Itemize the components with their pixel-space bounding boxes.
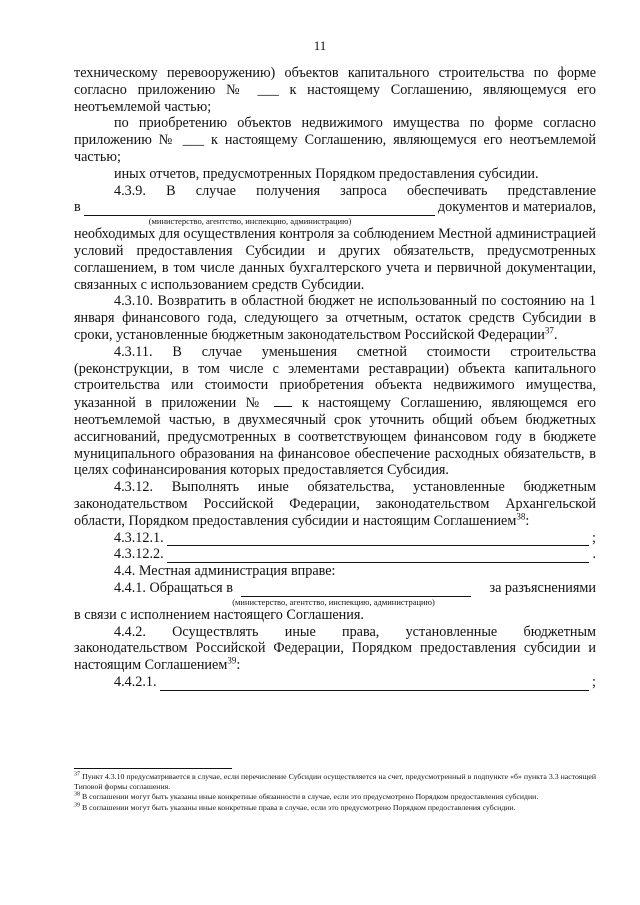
clause-4-3-11-text-b: к настоящему Соглашению, являющемся его неотъемлемой частью, в двухмесячный срок уточнить общий объем бюджетных ассигнований, предусмотренных в соответствующем финансовом году в бюджете муниципального образования на финансовое обеспечение расходных обязательств, в целях софинансирования которых предоставляется Субсидия.	[74, 395, 596, 479]
clause-4-3-9-in: в	[74, 199, 81, 216]
clause-4-3-11-text-a: 4.3.11. В случае уменьшения сметной стоимости строительства (реконструкции, в том числе с элементами реставрации) объекта капитального строительства или стоимости приобретения объекта недвижимого имущества, указанной в приложении №	[74, 343, 596, 412]
clause-4-4: 4.4. Местная администрация вправе:	[114, 563, 336, 580]
authority-hint-caption: (министерство, агентство, инспекцию, администрацию)	[232, 596, 435, 607]
footnote-ref-37: 37	[544, 325, 554, 336]
item-4-3-12-1	[74, 530, 596, 547]
footnote-37	[74, 772, 596, 791]
document-body	[74, 65, 596, 691]
footnote-ref-39: 39	[227, 655, 237, 666]
footnote-number: 37	[74, 771, 80, 778]
item-end: .	[592, 546, 596, 563]
item-4-3-12-2	[74, 546, 596, 563]
clause-4-3-9-line	[74, 199, 596, 216]
paragraph-other-reports: иных отчетов, предусмотренных Порядком предоставления субсидии.	[114, 165, 539, 182]
clause-4-4-1-lead: 4.4.1. Обращаться в	[114, 579, 233, 596]
clause-4-4-1-tail: за разъяснениями	[489, 579, 596, 596]
clause-4-3-10-text: 4.3.10. Возвратить в областной бюджет не использованный по состоянию на 1 января финансового года, следующего за отчетным, остаток средств Субсидии в сроки, установленные бюджетным законодательством Российской Федерации	[74, 293, 596, 343]
item-blank-field	[167, 549, 590, 563]
item-4-4-2-1	[74, 674, 596, 691]
footnote-text: В соглашении могут быть указаны иные конкретные права в случае, если это предусмотрено Порядком предоставления субсидии.	[81, 802, 516, 812]
clause-4-3-12	[74, 479, 596, 529]
item-label: 4.4.2.1.	[114, 673, 157, 690]
paragraph-continuation: техническому перевооружению) объектов капитального строительства по форме согласно приложению № ___ к настоящему Соглашению, являющемуся его неотъемлемой частью;	[74, 65, 596, 115]
item-end: ;	[592, 529, 596, 546]
item-blank-field	[160, 677, 589, 691]
footnote-38	[74, 792, 596, 802]
footnote-number: 38	[74, 791, 80, 798]
item-label: 4.3.12.1.	[114, 529, 164, 546]
clause-4-3-12-text: 4.3.12. Выполнять иные обязательства, установленные бюджетным законодательством Российской Федерации, законодательством Архангельской области, Порядком предоставления субсидии и настоящим Соглашением	[74, 479, 596, 529]
footnote-39	[74, 803, 596, 813]
authority-blank-field	[241, 583, 471, 597]
item-end: ;	[592, 673, 596, 690]
page-number: 11	[313, 38, 327, 53]
footnote-text: Пункт 4.3.10 предусматривается в случае, если перечисление Субсидии осуществляется на счет, предусмотренный в подпункте «б» пункта 3.3 настоящей Типовой формы соглашения.	[74, 772, 597, 791]
authority-hint-caption: (министерство, агентство, инспекцию, администрацию)	[148, 216, 352, 227]
clause-4-4-1-rest: в связи с исполнением настоящего Соглашения.	[74, 606, 364, 623]
clause-4-4-2-colon: :	[236, 657, 241, 674]
footnote-ref-38: 38	[516, 510, 526, 521]
clause-4-3-9-lead: 4.3.9. В случае получения запроса обеспечивать представление	[114, 182, 596, 199]
footnote-separator	[74, 768, 232, 769]
clause-4-3-9-tail: документов и материалов,	[437, 199, 596, 216]
clause-4-4-2-text: 4.4.2. Осуществлять иные права, установленные бюджетным законодательством Российской Федерации, Порядком предоставления субсидии и настоящим Соглашением	[74, 623, 596, 674]
paragraph-real-estate-report: по приобретению объектов недвижимого имущества по форме согласно приложению № ___ к настоящему Соглашению, являющемуся его неотъемлемой частью;	[74, 115, 596, 165]
footnote-number: 39	[74, 802, 80, 809]
clause-4-3-10: 4.3.10. Возвратить в областной бюджет не использованный по состоянию на 1 января финансового года, следующего за отчетным, остаток средств Субсидии в сроки, установленные бюджетным законодательством Российской Федерации$^{37}$.	[74, 293, 596, 343]
clause-4-4-1-line	[74, 580, 596, 597]
footnotes	[74, 772, 596, 813]
clause-4-4-2	[74, 624, 596, 674]
appendix-number-blank	[274, 394, 292, 407]
clause-4-3-9-rest: необходимых для осуществления контроля за соблюдением Местной администрацией условий предоставления Субсидии и других обязательств, предусмотренных соглашением, в том числе данных бухгалтерского учета и первичной документации, связанных с использованием средств Субсидии.	[74, 226, 596, 293]
clause-4-3-12-colon: :	[525, 512, 530, 529]
footnote-text: В соглашении могут быть указаны иные конкретные обязанности в случае, если это предусмотрено Порядком предоставления субсидии.	[81, 792, 539, 802]
item-label: 4.3.12.2.	[114, 546, 164, 563]
clause-4-3-11	[74, 344, 596, 479]
authority-blank-field	[84, 202, 435, 216]
item-blank-field	[167, 532, 589, 546]
